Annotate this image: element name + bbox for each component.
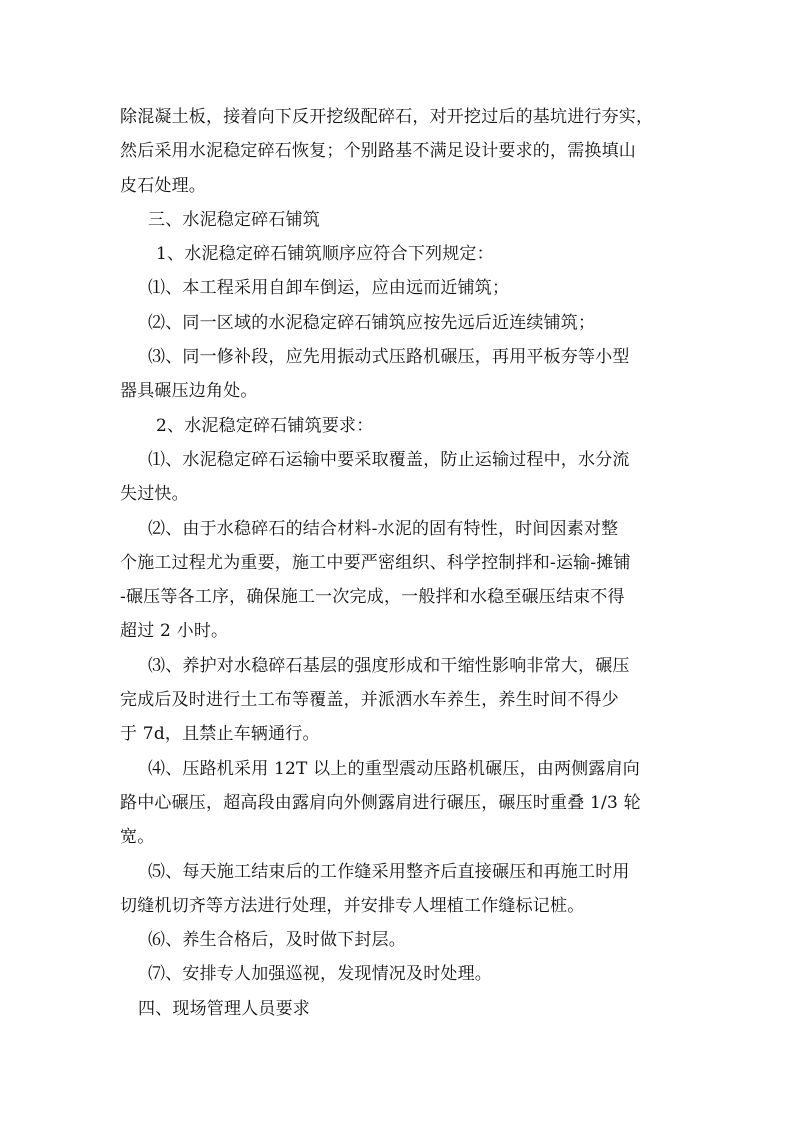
list-item-continuation: 完成后及时进行土工布等覆盖，并派洒水车养生，养生时间不得少: [120, 690, 619, 711]
list-item-continuation: 器具碾压边角处。: [120, 381, 258, 402]
list-item-continuation: 个施工过程尤为重要，施工中要严密组织、科学控制拌和-运输-摊铺: [120, 552, 631, 573]
subsection-heading-2: 2、水泥稳定碎石铺筑要求：: [156, 415, 374, 436]
section-heading-3: 三、水泥稳定碎石铺筑: [148, 209, 320, 230]
paragraph-line: 然后采用水泥稳定碎石恢复；个别路基不满足设计要求的，需换填山: [120, 141, 636, 162]
list-item: ⑺、安排专人加强巡视，发现情况及时处理。: [148, 964, 492, 985]
list-item: ⑹、养生合格后，及时做下封层。: [148, 930, 406, 951]
list-item-continuation: 路中心碾压，超高段由露肩向外侧露肩进行碾压，碾压时重叠 1/3 轮: [120, 792, 641, 813]
list-item-continuation: 于 7d，且禁止车辆通行。: [120, 724, 320, 745]
list-item: ⑴、本工程采用自卸车倒运，应由远而近铺筑；: [148, 278, 510, 299]
subsection-heading-1: 1、水泥稳定碎石铺筑顺序应符合下列规定：: [156, 244, 494, 265]
list-item-continuation: -碾压等各工序，确保施工一次完成，一般拌和水稳至碾压结束不得: [120, 587, 625, 608]
list-item-continuation: 切缝机切齐等方法进行处理，并安排专人埋植工作缝标记桩。: [120, 895, 585, 916]
list-item: ⑷、压路机采用 12T 以上的重型震动压路机碾压，由两侧露肩向: [148, 758, 640, 779]
list-item: ⑶、养护对水稳碎石基层的强度形成和干缩性影响非常大，碾压: [148, 655, 630, 676]
list-item: ⑴、水泥稳定碎石运输中要采取覆盖，防止运输过程中，水分流: [148, 449, 630, 470]
list-item-continuation: 超过 2 小时。: [120, 621, 229, 642]
document-body: [120, 100, 680, 1026]
list-item: ⑵、同一区域的水泥稳定碎石铺筑应按先远后近连续铺筑；: [148, 312, 596, 333]
list-item-continuation: 失过快。: [120, 484, 189, 505]
paragraph-line: 除混凝土板，接着向下反开挖级配碎石，对开挖过后的基坑进行夯实，: [120, 107, 654, 127]
list-item: ⑶、同一修补段，应先用振动式压路机碾压，再用平板夯等小型: [148, 347, 630, 368]
paragraph-line: 皮石处理。: [120, 175, 206, 196]
list-item: ⑸、每天施工结束后的工作缝采用整齐后直接碾压和再施工时用: [148, 861, 630, 882]
list-item-continuation: 宽。: [120, 827, 155, 848]
section-heading-4: 四、现场管理人员要求: [138, 998, 310, 1019]
list-item: ⑵、由于水稳碎石的结合材料-水泥的固有特性，时间因素对整: [148, 518, 619, 539]
